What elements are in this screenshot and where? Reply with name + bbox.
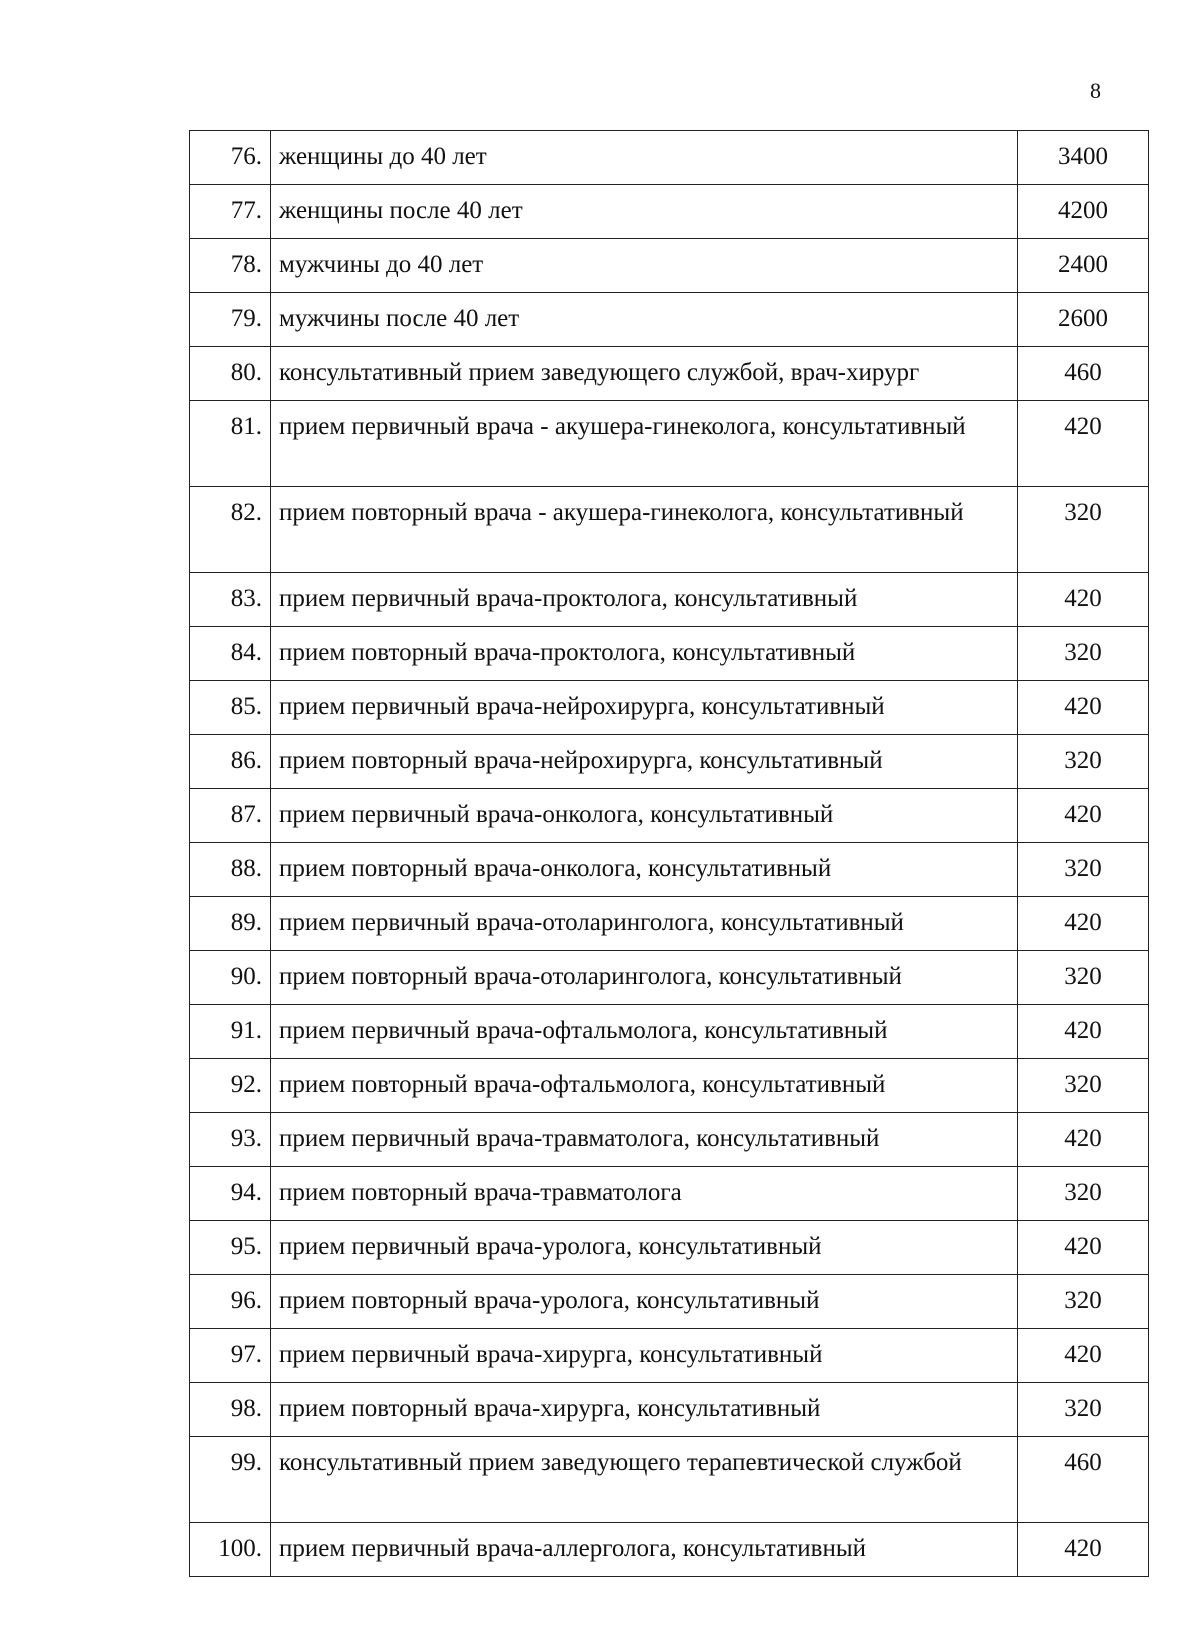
service-name: прием первичный врача-хирурга, консультативный <box>271 1329 1018 1383</box>
table-row <box>190 239 1149 293</box>
row-number: 84. <box>190 627 271 681</box>
service-price: 420 <box>1018 1113 1149 1167</box>
service-name: прием первичный врача-аллерголога, консультативный <box>271 1523 1018 1577</box>
service-name: мужчины до 40 лет <box>271 239 1018 293</box>
page-number: 8 <box>1090 78 1101 103</box>
row-number: 89. <box>190 897 271 951</box>
service-price: 460 <box>1018 1437 1149 1523</box>
service-price: 320 <box>1018 1059 1149 1113</box>
service-price: 420 <box>1018 897 1149 951</box>
table-row <box>190 401 1149 487</box>
service-price: 460 <box>1018 347 1149 401</box>
service-price: 4200 <box>1018 185 1149 239</box>
row-number: 99. <box>190 1437 271 1523</box>
service-price: 2400 <box>1018 239 1149 293</box>
service-name: женщины до 40 лет <box>271 131 1018 185</box>
table-row <box>190 347 1149 401</box>
service-price: 420 <box>1018 401 1149 487</box>
row-number: 80. <box>190 347 271 401</box>
row-number: 93. <box>190 1113 271 1167</box>
service-name: консультативный прием заведующего службой, врач-хирург <box>271 347 1018 401</box>
row-number: 81. <box>190 401 271 487</box>
service-name: прием повторный врача-хирурга, консультативный <box>271 1383 1018 1437</box>
service-price: 320 <box>1018 951 1149 1005</box>
row-number: 87. <box>190 789 271 843</box>
table-row <box>190 1523 1149 1577</box>
price-table-body <box>190 131 1149 1577</box>
service-name: прием первичный врача-уролога, консультативный <box>271 1221 1018 1275</box>
service-name: прием повторный врача-травматолога <box>271 1167 1018 1221</box>
row-number: 100. <box>190 1523 271 1577</box>
table-row <box>190 1275 1149 1329</box>
row-number: 92. <box>190 1059 271 1113</box>
service-name: прием первичный врача-онколога, консультативный <box>271 789 1018 843</box>
row-number: 82. <box>190 487 271 573</box>
service-name: прием первичный врача-травматолога, консультативный <box>271 1113 1018 1167</box>
table-row <box>190 1167 1149 1221</box>
service-price: 320 <box>1018 627 1149 681</box>
row-number: 98. <box>190 1383 271 1437</box>
row-number: 94. <box>190 1167 271 1221</box>
row-number: 78. <box>190 239 271 293</box>
service-name: женщины после 40 лет <box>271 185 1018 239</box>
service-price: 320 <box>1018 735 1149 789</box>
service-name: прием повторный врача-онколога, консультативный <box>271 843 1018 897</box>
table-row <box>190 627 1149 681</box>
table-row <box>190 1113 1149 1167</box>
service-price: 420 <box>1018 681 1149 735</box>
table-row <box>190 1383 1149 1437</box>
row-number: 95. <box>190 1221 271 1275</box>
service-price: 320 <box>1018 1275 1149 1329</box>
service-name: прием первичный врача-отоларинголога, консультативный <box>271 897 1018 951</box>
table-row <box>190 897 1149 951</box>
row-number: 91. <box>190 1005 271 1059</box>
table-row <box>190 951 1149 1005</box>
service-price: 320 <box>1018 1383 1149 1437</box>
service-name: прием повторный врача-офтальмолога, консультативный <box>271 1059 1018 1113</box>
service-name: прием первичный врача - акушера-гинеколога, консультативный <box>271 401 1018 487</box>
service-name: прием первичный врача-офтальмолога, консультативный <box>271 1005 1018 1059</box>
table-row <box>190 1221 1149 1275</box>
service-name: прием повторный врача-отоларинголога, консультативный <box>271 951 1018 1005</box>
row-number: 96. <box>190 1275 271 1329</box>
row-number: 79. <box>190 293 271 347</box>
table-row <box>190 1059 1149 1113</box>
service-name: прием первичный врача-нейрохирурга, консультативный <box>271 681 1018 735</box>
table-row <box>190 1437 1149 1523</box>
price-table <box>189 130 1149 1577</box>
table-row <box>190 1329 1149 1383</box>
table-row <box>190 293 1149 347</box>
service-price: 420 <box>1018 789 1149 843</box>
service-price: 3400 <box>1018 131 1149 185</box>
row-number: 85. <box>190 681 271 735</box>
table-row <box>190 185 1149 239</box>
service-price: 420 <box>1018 1221 1149 1275</box>
table-row <box>190 131 1149 185</box>
row-number: 90. <box>190 951 271 1005</box>
service-name: прием повторный врача - акушера-гинеколога, консультативный <box>271 487 1018 573</box>
service-price: 420 <box>1018 1523 1149 1577</box>
row-number: 97. <box>190 1329 271 1383</box>
service-name: прием повторный врача-уролога, консультативный <box>271 1275 1018 1329</box>
service-price: 320 <box>1018 843 1149 897</box>
row-number: 77. <box>190 185 271 239</box>
service-price: 320 <box>1018 1167 1149 1221</box>
service-name: консультативный прием заведующего терапевтической службой <box>271 1437 1018 1523</box>
row-number: 76. <box>190 131 271 185</box>
service-name: прием повторный врача-нейрохирурга, консультативный <box>271 735 1018 789</box>
table-row <box>190 681 1149 735</box>
service-price: 420 <box>1018 573 1149 627</box>
service-name: прием первичный врача-проктолога, консультативный <box>271 573 1018 627</box>
table-row <box>190 487 1149 573</box>
service-name: прием повторный врача-проктолога, консультативный <box>271 627 1018 681</box>
row-number: 88. <box>190 843 271 897</box>
table-row <box>190 789 1149 843</box>
row-number: 86. <box>190 735 271 789</box>
service-name: мужчины после 40 лет <box>271 293 1018 347</box>
table-row <box>190 843 1149 897</box>
table-row <box>190 735 1149 789</box>
service-price: 420 <box>1018 1329 1149 1383</box>
table-row <box>190 573 1149 627</box>
service-price: 320 <box>1018 487 1149 573</box>
service-price: 2600 <box>1018 293 1149 347</box>
row-number: 83. <box>190 573 271 627</box>
service-price: 420 <box>1018 1005 1149 1059</box>
table-row <box>190 1005 1149 1059</box>
